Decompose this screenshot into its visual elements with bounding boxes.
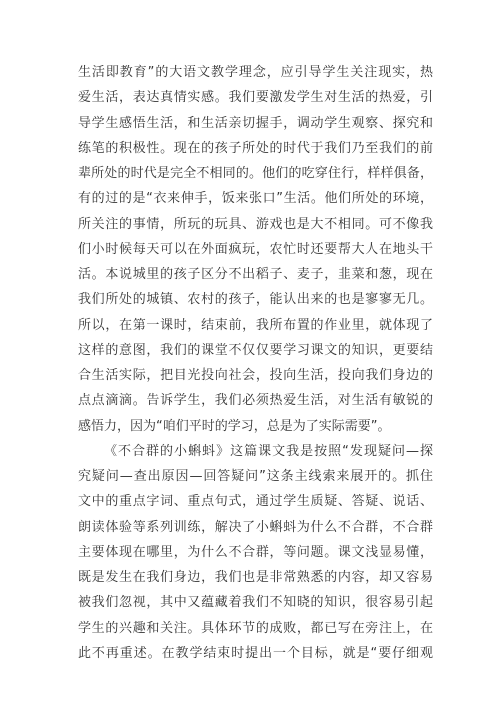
text-line: 生活即教育”的大语文教学理念，应引导学生关注现实，热 [78,65,433,80]
text-line: 练笔的积极性。现在的孩子所处的时代于我们乃至我们的前 [78,140,433,156]
text-line: 学生的兴趣和关注。具体环节的成败，都已写在旁注上，在 [78,620,433,636]
text-line: 点点滴滴。告诉学生，我们必须热爱生活，对生活有敏锐的 [78,393,433,409]
text-line: 我们所处的城镇、农村的孩子，能认出来的也是寥寥无几。 [78,292,433,308]
text-line: 有的过的是“衣来伸手，饭来张口”生活。他们所处的环境， [78,191,433,207]
text-line: 感悟力，因为“咱们平时的学习，总是为了实际需要”。 [78,418,391,434]
text-line: 所以，在第一课时，结束前，我所布置的作业里，就体现了 [78,317,433,333]
text-line: 所关注的事情，所玩的玩具、游戏也是大不相同。可不像我 [78,216,433,232]
paragraph-first-line: 《不合群的小蝌蚪》这篇课文我是按照“发现疑问—探 [104,443,433,459]
text-line: 被我们忽视，其中又蕴藏着我们不知晓的知识，很容易引起 [78,595,433,611]
text-line: 辈所处的时代是完全不相同的。他们的吃穿住行，样样俱备， [78,166,433,181]
text-line: 合生活实际，把目光投向社会，投向生活，投向我们身边的 [78,368,433,383]
text-line: 活。本说城里的孩子区分不出稻子、麦子，韭菜和葱，现在 [78,267,433,282]
text-line: 爱生活，表达真情实感。我们要激发学生对生活的热爱，引 [78,90,433,106]
body-text [78,60,433,666]
text-line: 既是发生在我们身边，我们也是非常熟悉的内容，却又容易 [78,570,433,585]
text-line: 此不再重述。在教学结束时提出一个目标，就是“要仔细观 [78,645,433,661]
text-line: 们小时候每天可以在外面疯玩，农忙时还要帮大人在地头干 [78,241,433,257]
text-line: 导学生感悟生活，和生活亲切握手，调动学生观察、探究和 [78,115,433,131]
text-line: 这样的意图，我们的课堂不仅仅要学习课文的知识，更要结 [78,342,433,358]
text-line: 究疑问—查出原因—回答疑问”这条主线索来展开的。抓住 [78,469,433,484]
text-line: 文中的重点字词、重点句式，通过学生质疑、答疑、说话、 [78,494,433,510]
text-line: 朗读体验等系列训练，解决了小蝌蚪为什么不合群，不合群 [78,519,433,535]
text-line: 主要体现在哪里，为什么不合群，等问题。课文浅显易懂， [78,544,433,560]
